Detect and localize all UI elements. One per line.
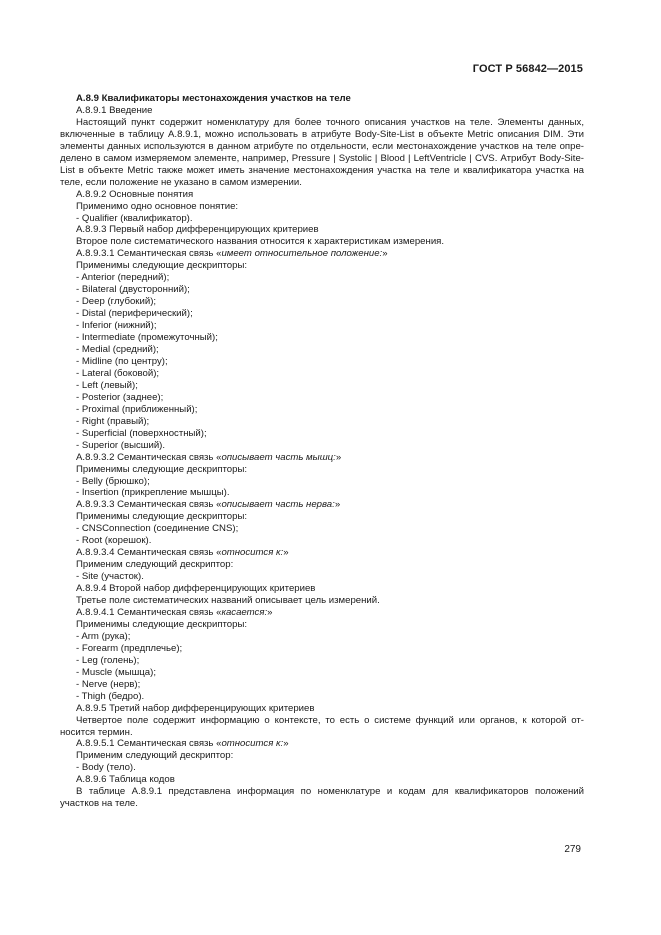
relation-heading: А.8.9.3.1 Семантическая связь «имеет относительное положение:» xyxy=(76,248,388,260)
list-item: - Thigh (бедро). xyxy=(76,690,145,702)
third-set-text: носится термин. xyxy=(60,726,133,738)
list-item: - Midline (по центру); xyxy=(76,355,168,367)
relation-heading: А.8.9.3.4 Семантическая связь «относится к:» xyxy=(76,547,289,559)
list-item: - CNSConnection (соединение CNS); xyxy=(76,523,239,535)
list-item: - Leg (голень); xyxy=(76,654,140,666)
intro-line: теле, если положение не указано в самом измерении. xyxy=(60,176,302,188)
list-item: - Posterior (заднее); xyxy=(76,391,164,403)
list-item: - Bilateral (двусторонний); xyxy=(76,284,190,296)
first-set-lead: Второе поле систематического названия относится к характеристикам измерения. xyxy=(76,236,445,248)
list-item: - Arm (рука); xyxy=(76,630,131,642)
relation-lead: Применимы следующие дескрипторы: xyxy=(76,463,248,475)
intro-line: элементы данных используются в данном атрибуте по отдельности, если местонахождение участков на теле опре- xyxy=(60,140,584,152)
intro-line: делено в самом измеряемом элементе, например, Pressure | Systolic | Blood | LeftVentricle | CVS. Атрибут Body-Site- xyxy=(60,152,584,164)
list-item: - Forearm (предплечье); xyxy=(76,642,183,654)
codes-text: В таблице А.8.9.1 представлена информация по номенклатуре и кодам для квалификаторов положений xyxy=(76,786,584,798)
list-item: - Nerve (нерв); xyxy=(76,678,141,690)
basic-item: - Qualifier (квалификатор). xyxy=(76,212,193,224)
intro-line: Настоящий пункт содержит номенклатуру для более точного описания участков на теле. Элементы данных, xyxy=(76,116,584,128)
second-set-heading: А.8.9.4 Второй набор дифференцирующих критериев xyxy=(76,583,316,595)
relation-lead: Применимы следующие дескрипторы: xyxy=(76,618,248,630)
first-set-heading: А.8.9.3 Первый набор дифференцирующих критериев xyxy=(76,224,319,236)
intro-line: включенные в таблицу А.8.9.1, можно использовать в атрибуте Body-Site-List в объекте Metric описания DIM. Эти xyxy=(60,128,584,140)
relation-heading: А.8.9.3.3 Семантическая связь «описывает часть нерва:» xyxy=(76,499,341,511)
list-item: - Right (правый); xyxy=(76,415,150,427)
list-item: - Superior (высший). xyxy=(76,439,166,451)
codes-text: участков на теле. xyxy=(60,798,138,810)
list-item: - Anterior (передний); xyxy=(76,272,170,284)
list-item: - Lateral (боковой); xyxy=(76,367,160,379)
list-item: - Distal (периферический); xyxy=(76,308,193,320)
list-item: - Insertion (прикрепление мышцы). xyxy=(76,487,230,499)
relation-lead: Применим следующий дескриптор: xyxy=(76,750,234,762)
list-item: - Intermediate (промежуточный); xyxy=(76,332,218,344)
relation-lead: Применимы следующие дескрипторы: xyxy=(76,260,248,272)
third-set-heading: А.8.9.5 Третий набор дифференцирующих критериев xyxy=(76,702,315,714)
document-standard-number: ГОСТ Р 56842—2015 xyxy=(472,63,583,75)
relation-heading: А.8.9.3.2 Семантическая связь «описывает часть мышц:» xyxy=(76,451,342,463)
codes-heading: А.8.9.6 Таблица кодов xyxy=(76,774,175,786)
second-set-lead: Третье поле систематических названий описывает цель измерений. xyxy=(76,595,380,607)
list-item: - Proximal (приближенный); xyxy=(76,403,198,415)
list-item: - Left (левый); xyxy=(76,379,138,391)
intro-heading: А.8.9.1 Введение xyxy=(76,104,153,116)
list-item: - Body (тело). xyxy=(76,762,136,774)
page-number: 279 xyxy=(564,844,581,855)
list-item: - Belly (брюшко); xyxy=(76,475,150,487)
page-body xyxy=(60,93,584,810)
intro-line: List в объекте Metric также может иметь значение местонахождения участка на теле и квалификатора участка на xyxy=(60,164,584,176)
list-item: - Inferior (нижний); xyxy=(76,320,157,332)
list-item: - Root (корешок). xyxy=(76,535,152,547)
list-item: - Superficial (поверхностный); xyxy=(76,427,207,439)
relation-lead: Применимы следующие дескрипторы: xyxy=(76,511,248,523)
basic-heading: А.8.9.2 Основные понятия xyxy=(76,188,194,200)
list-item: - Deep (глубокий); xyxy=(76,296,157,308)
list-item: - Muscle (мышца); xyxy=(76,666,156,678)
list-item: - Site (участок). xyxy=(76,571,144,583)
relation-heading: А.8.9.4.1 Семантическая связь «касается:» xyxy=(76,606,273,618)
basic-lead: Применимо одно основное понятие: xyxy=(76,200,239,212)
relation-lead: Применим следующий дескриптор: xyxy=(76,559,234,571)
relation-heading: А.8.9.5.1 Семантическая связь «относится к:» xyxy=(76,738,289,750)
list-item: - Medial (средний); xyxy=(76,344,159,356)
third-set-text: Четвертое поле содержит информацию о контексте, то есть о системе функций или органов, к которой от- xyxy=(76,714,584,726)
section-title: А.8.9 Квалификаторы местонахождения участков на теле xyxy=(76,93,351,104)
